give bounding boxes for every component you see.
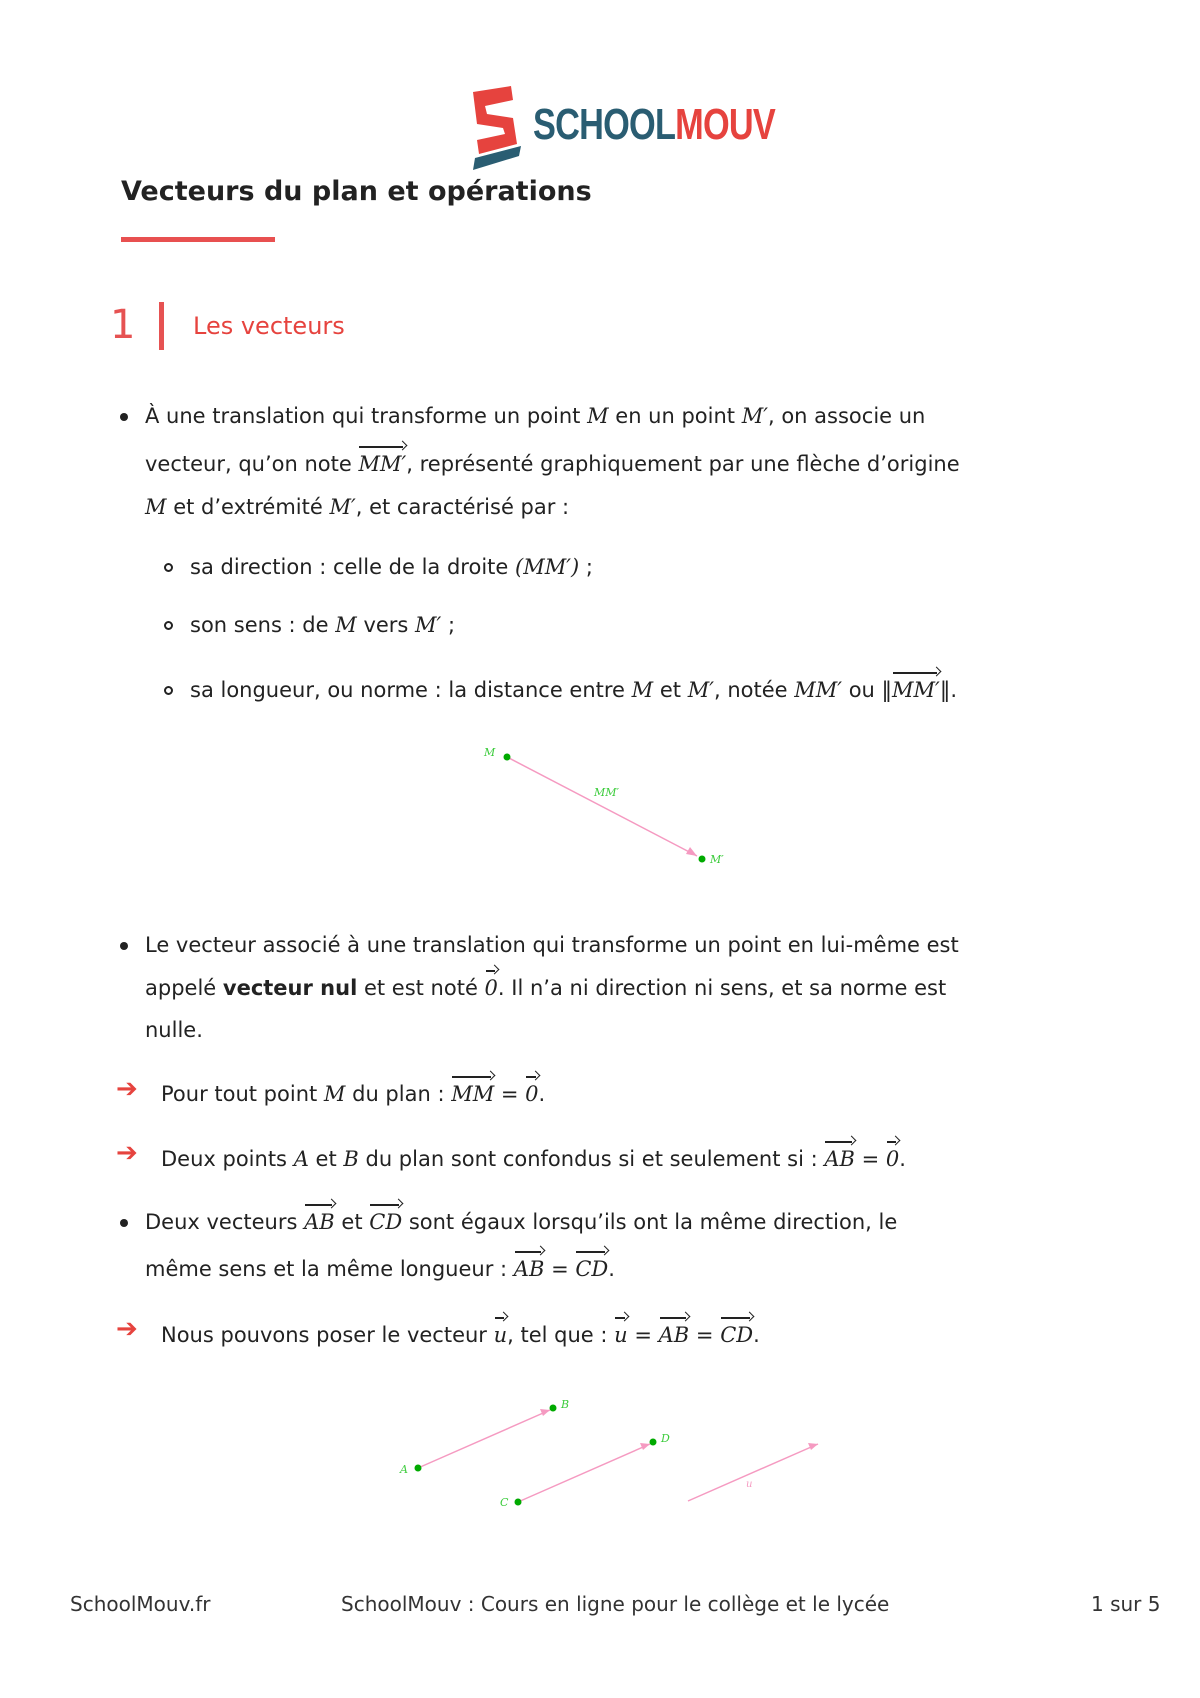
bullet-icon (120, 1219, 128, 1227)
sub-bullet-icon (164, 621, 173, 630)
section-number: 1 (110, 302, 136, 348)
footer-tagline: SchoolMouv : Cours en ligne pour le collège et le lycée (341, 1592, 890, 1616)
bullet2-line2: appelé vecteur nul et est noté 0. Il n’a ni direction ni sens, et sa norme est (145, 976, 947, 1000)
bullet3-line1: Deux vecteurs AB et CD sont égaux lorsqu’ils ont la même direction, le (145, 1210, 898, 1234)
arrow-right-icon: ➔ (116, 1074, 138, 1104)
rule-zero-vector: Pour tout point M du plan : MM = 0. (161, 1082, 546, 1106)
bullet2-line1: Le vecteur associé à une translation qui transforme un point en lui-même est (145, 933, 959, 957)
figure-equal-vectors (390, 1385, 830, 1515)
footer-site: SchoolMouv.fr (70, 1592, 211, 1616)
figure-vector-mm (470, 740, 750, 870)
vector-u-segment (688, 1444, 818, 1501)
logo-wordmark: SCHOOLMOUV (533, 100, 775, 149)
schoolmouv-logo (465, 84, 775, 176)
bullet2-line3: nulle. (145, 1018, 203, 1042)
rule-vector-u: Nous pouvons poser le vecteur u, tel que : u = AB = CD. (161, 1323, 760, 1347)
arrow-right-icon: ➔ (116, 1314, 138, 1344)
point-mp (699, 856, 706, 863)
label-vec: MM′ (594, 786, 620, 799)
sub-bullet-icon (164, 686, 173, 695)
label-b: B (561, 1398, 570, 1411)
sub-item-longueur: sa longueur, ou norme : la distance entre M et M′, notée MM′ ou ‖MM′‖. (190, 678, 957, 702)
vector-mm-arrowhead (686, 847, 697, 856)
section-title: Les vecteurs (193, 312, 345, 340)
point-d (650, 1439, 657, 1446)
sub-item-sens: son sens : de M vers M′ ; (190, 613, 456, 637)
sub-bullet-icon (164, 563, 173, 572)
point-m (504, 754, 511, 761)
label-a: A (400, 1463, 408, 1476)
vector-cd-segment (518, 1444, 650, 1502)
title-underline (121, 237, 275, 242)
sub-item-direction: sa direction : celle de la droite (MM′) ; (190, 555, 593, 579)
bullet1-line1: À une translation qui transforme un point M en un point M′, on associe un (145, 404, 926, 428)
bullet1-line3: M et d’extrémité M′, et caractérisé par : (145, 495, 570, 519)
bullet-icon (120, 942, 128, 950)
vector-MMp: MM′ (358, 452, 407, 476)
logo-s-icon (465, 84, 527, 176)
label-d: D (661, 1432, 670, 1445)
document-title: Vecteurs du plan et opérations (121, 176, 592, 207)
label-c: C (500, 1496, 509, 1509)
vector-mm-segment (507, 757, 697, 856)
vector-ab-segment (418, 1410, 550, 1468)
bullet-icon (120, 413, 128, 421)
point-a (415, 1465, 422, 1472)
label-u: u (746, 1479, 753, 1490)
footer-page-number: 1 sur 5 (1091, 1592, 1161, 1616)
point-b (550, 1405, 557, 1412)
rule-confondus: Deux points A et B du plan sont confondus si et seulement si : AB = 0. (161, 1147, 906, 1171)
label-mp: M′ (710, 853, 724, 866)
label-m: M (484, 746, 496, 759)
bullet3-line2: même sens et la même longueur : AB = CD. (145, 1257, 615, 1281)
point-c (515, 1499, 522, 1506)
bullet1-line2: vecteur, qu’on note MM′, représenté graphiquement par une flèche d’origine (145, 452, 960, 476)
section-divider (159, 302, 164, 350)
arrow-right-icon: ➔ (116, 1138, 138, 1168)
